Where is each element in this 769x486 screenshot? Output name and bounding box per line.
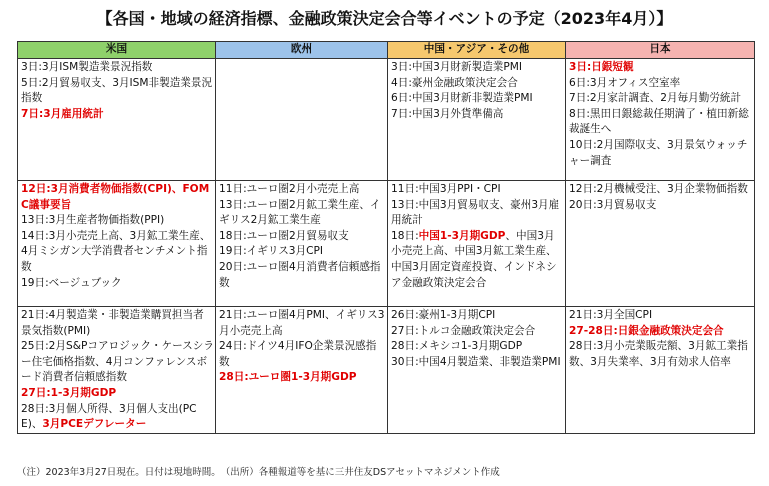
event-item: 13日:3月生産者物価指数(PPI): [21, 214, 165, 227]
event-item: [21, 402, 214, 433]
event-item: 24日:ドイツ4月IFO企業景況感指数: [219, 340, 377, 368]
event-item: 10日:2月国際収支、3月景気ウォッチャー調査: [569, 138, 748, 167]
event-item: 14日:3月小売売上高、3月鉱工業生産、4月ミシガン大学消費者センチメント指数: [21, 229, 211, 273]
event-item: 3日:中国3月財新製造業PMI: [391, 61, 523, 73]
event-item: 8日:黒田日銀総裁任期満了・植田新総裁誕生へ: [569, 107, 749, 136]
event-item: 19日:イギリス3月CPI: [219, 245, 324, 258]
event-item: 3日:3月ISM製造業景況指数: [21, 61, 153, 73]
event-item: 18日:ユーロ圏2月貿易収支: [219, 229, 349, 242]
event-item: 27日:トルコ金融政策決定会合: [391, 324, 536, 337]
event-item: 19日:ベージュブック: [21, 276, 122, 289]
event-item: 20日:ユーロ圏4月消費者信頼感指数: [219, 260, 381, 289]
cell-japan: [566, 59, 755, 181]
cell-japan: [566, 181, 755, 307]
cell-europe: [216, 307, 388, 434]
highlighted-event-item: 7日:3月雇用統計: [21, 107, 104, 120]
event-item: 11日:中国3月PPI・CPI: [391, 183, 501, 195]
highlighted-event-item: 3日:日銀短観: [569, 61, 634, 73]
event-item: 21日:3月全国CPI: [569, 309, 653, 321]
event-item: 7日:中国3月外貨準備高: [391, 107, 504, 120]
event-item: 21日:ユーロ圏4月PMI、イギリス3月小売売上高: [219, 309, 385, 337]
cell-asia: [388, 59, 566, 181]
event-text: 28日:3月個人所得、3月個人支出(PCE)、: [21, 402, 197, 431]
event-item: 6日:3月オフィス空室率: [569, 76, 681, 89]
cell-europe: [216, 181, 388, 307]
event-item: 11日:ユーロ圏2月小売売上高: [219, 183, 360, 195]
highlighted-event-item: 27-28日:日銀金融政策決定会合: [569, 324, 724, 337]
event-item: [391, 229, 564, 291]
event-item: 28日:メキシコ1-3月期GDP: [391, 340, 523, 353]
event-item: 30日:中国4月製造業、非製造業PMI: [391, 355, 561, 368]
cell-us: [18, 181, 216, 307]
event-item: 21日:4月製造業・非製造業購買担当者景気指数(PMI): [21, 309, 204, 337]
table-row: [18, 307, 755, 434]
event-item: 13日:ユーロ圏2月鉱工業生産、イギリス2月鉱工業生産: [219, 198, 381, 227]
event-item: 5日:2月貿易収支、3月ISM非製造業景況指数: [21, 76, 213, 105]
event-item: 7日:2月家計調査、2月毎月勤労統計: [569, 92, 742, 105]
event-text: 、中国3月小売売上高、中国3月鉱工業生産、中国3月固定資産投資、インドネシア金融政策決定会合: [391, 229, 557, 289]
highlighted-event-text: 3月PCEデフレーター: [42, 418, 147, 431]
event-item: 26日:豪州1-3月期CPI: [391, 309, 496, 321]
cell-us: [18, 59, 216, 181]
highlighted-event-item: 27日:1-3月期GDP: [21, 386, 117, 399]
column-header-japan: 日本: [566, 42, 755, 59]
cell-asia: [388, 307, 566, 434]
source-note: （注）2023年3月27日現在。日付は現地時間。 （出所）各種報道等を基に三井住友DSアセットマネジメント作成: [17, 467, 500, 478]
cell-europe: [216, 59, 388, 181]
highlighted-event-item: 28日:ユーロ圏1-3月期GDP: [219, 371, 357, 384]
column-header-europe: 欧州: [216, 42, 388, 59]
column-header-us: 米国: [18, 42, 216, 59]
event-item: 20日:3月貿易収支: [569, 198, 657, 211]
event-item: 25日:2月S&Pコアロジック・ケースシラー住宅価格指数、4月コンファレンスボード消費者信頼感指数: [21, 340, 214, 384]
event-text: 18日:: [391, 229, 419, 242]
cell-japan: [566, 307, 755, 434]
event-schedule-table: [17, 41, 755, 434]
event-item: 12日:2月機械受注、3月企業物価指数: [569, 183, 748, 195]
page-title: 【各国・地域の経済指標、金融政策決定会合等イベントの予定（2023年4月）】: [96, 9, 673, 28]
table-row: [18, 59, 755, 181]
cell-asia: [388, 181, 566, 307]
column-header-asia: 中国・アジア・その他: [388, 42, 566, 59]
event-item: 4日:豪州金融政策決定会合: [391, 76, 518, 89]
cell-us: [18, 307, 216, 434]
table-header-row: [18, 42, 755, 59]
event-item: 6日:中国3月財新非製造業PMI: [391, 92, 533, 105]
highlighted-event-item: 12日:3月消費者物価指数(CPI)、FOMC議事要旨: [21, 183, 210, 211]
event-item: 28日:3月小売業販売額、3月鉱工業指数、3月失業率、3月有効求人倍率: [569, 340, 748, 368]
event-item: 13日:中国3月貿易収支、豪州3月雇用統計: [391, 198, 560, 227]
highlighted-event-text: 中国1-3月期GDP: [418, 229, 506, 242]
table-row: [18, 181, 755, 307]
